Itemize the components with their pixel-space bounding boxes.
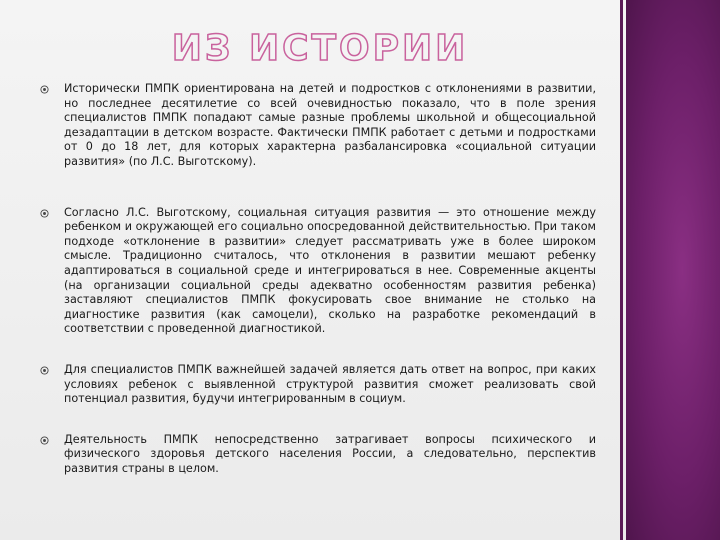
bullet-item-4: [40, 433, 596, 477]
bullet-list: [40, 82, 596, 476]
bullet-text-3: Для специалистов ПМПК важнейшей задачей является дать ответ на вопрос, при каких условиях ребенок с выявленной структурой развития сможет реализовать свой потенциал развития, будучи интегрированным в социум.: [64, 362, 596, 406]
side-decorative-band: [626, 0, 720, 540]
bullet-item-2: [40, 206, 596, 337]
bullet-text-2: Согласно Л.С. Выготскому, социальная ситуация развития — это отношение между ребенком и окружающей его социально опосредованной действительностью. При таком подходе «отклонение в развитии» следует рассматривать уже в более широком смысле. Традиционно считалось, что отклонения в развитии мешают ребенку адаптироваться в социальной среде и интегрироваться в нее. Современные акценты (на организации социальной среды адекватно особенностям развития ребенка) заставляют специалистов ПМПК фокусировать свое внимание не столько на диагностике развития (как самоцели), сколько на разработке рекомендаций в соответствии с проведенной диагностикой.: [64, 205, 596, 336]
bullet-circle-icon: [40, 366, 49, 375]
bullet-text-1: Исторически ПМПК ориентирована на детей и подростков с отклонениями в развитии, но последнее десятилетие со всей очевидностью показало, что в поле зрения специалистов ПМПК попадают самые разные проблемы школьной и общесоциальной дезадаптации в детском возрасте. Фактически ПМПК работает с детьми и подростками от 0 до 18 лет, для которых характерна разбалансировка «социальной ситуации развития» (по Л.С. Выготскому).: [64, 82, 596, 168]
side-divider-line: [620, 0, 623, 540]
bullet-circle-icon: [40, 85, 49, 94]
bullet-circle-icon: [40, 209, 49, 218]
bullet-text-4: Деятельность ПМПК непосредственно затрагивает вопросы психического и физического здоровья детского населения России, а следовательно, перспектив развития страны в целом.: [64, 432, 596, 475]
bullet-circle-icon: [40, 436, 49, 445]
slide-title: ИЗ ИСТОРИИ: [171, 28, 469, 69]
bullet-item-3: [40, 363, 596, 407]
bullet-item-1: [40, 82, 596, 170]
